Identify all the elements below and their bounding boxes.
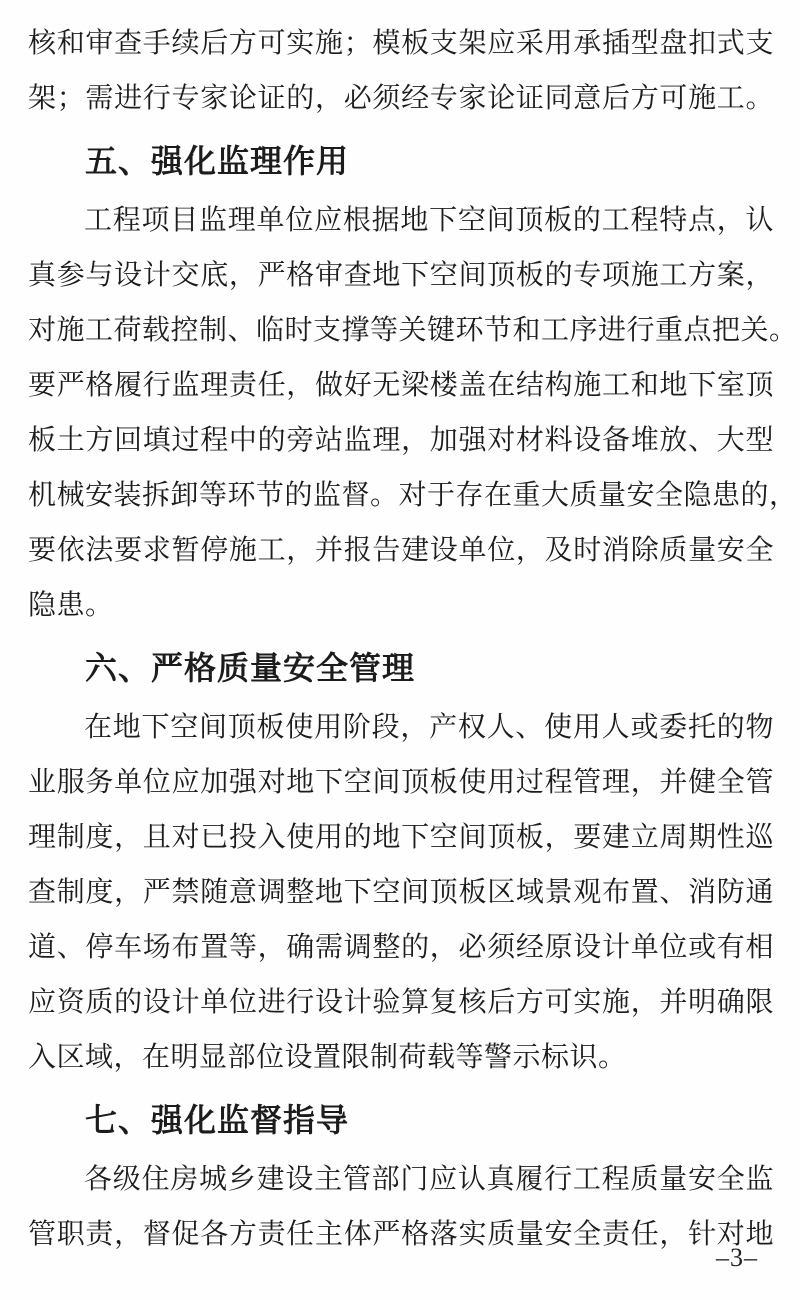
body-line: 管职责，督促各方责任主体严格落实质量安全责任，针对地	[28, 1219, 774, 1250]
body-line: 真参与设计交底，严格审查地下空间顶板的专项施工方案，	[28, 260, 774, 291]
section-5-heading: 五、强化监理作用	[85, 143, 350, 179]
body-line: 理制度，且对已投入使用的地下空间顶板，要建立周期性巡	[28, 822, 774, 853]
body-line: 入区域，在明显部位设置限制荷载等警示标识。	[28, 1042, 627, 1073]
section-6-heading: 六、严格质量安全管理	[85, 650, 416, 686]
body-line: 在地下空间顶板使用阶段，产权人、使用人或委托的物	[84, 712, 774, 743]
body-line: 业服务单位应加强对地下空间顶板使用过程管理，并健全管	[28, 767, 774, 798]
body-line: 各级住房城乡建设主管部门应认真履行工程质量安全监	[84, 1164, 774, 1195]
body-line: 应资质的设计单位进行设计验算复核后方可实施，并明确限	[28, 987, 774, 1018]
body-line: 道、停车场布置等，确需调整的，必须经原设计单位或有相	[28, 932, 774, 963]
body-line: 架；需进行专家论证的，必须经专家论证同意后方可施工。	[28, 83, 774, 114]
body-line: 要严格履行监理责任，做好无梁楼盖在结构施工和地下室顶	[28, 370, 774, 401]
body-line: 板土方回填过程中的旁站监理，加强对材料设备堆放、大型	[28, 425, 774, 456]
body-line: 对施工荷载控制、临时支撑等关键环节和工序进行重点把关。	[28, 315, 798, 346]
body-line: 要依法要求暂停施工，并报告建设单位，及时消除质量安全	[28, 535, 774, 566]
body-line: 核和审查手续后方可实施；模板支架应采用承插型盘扣式支	[28, 28, 774, 59]
body-line: 隐患。	[28, 590, 114, 621]
body-line: 工程项目监理单位应根据地下空间顶板的工程特点，认	[84, 205, 774, 236]
page-number: –3–	[716, 1243, 758, 1272]
body-line: 机械安装拆卸等环节的监督。对于存在重大质量安全隐患的，	[28, 480, 798, 511]
body-line: 查制度，严禁随意调整地下空间顶板区域景观布置、消防通	[28, 877, 774, 908]
section-7-heading: 七、强化监督指导	[85, 1102, 350, 1138]
